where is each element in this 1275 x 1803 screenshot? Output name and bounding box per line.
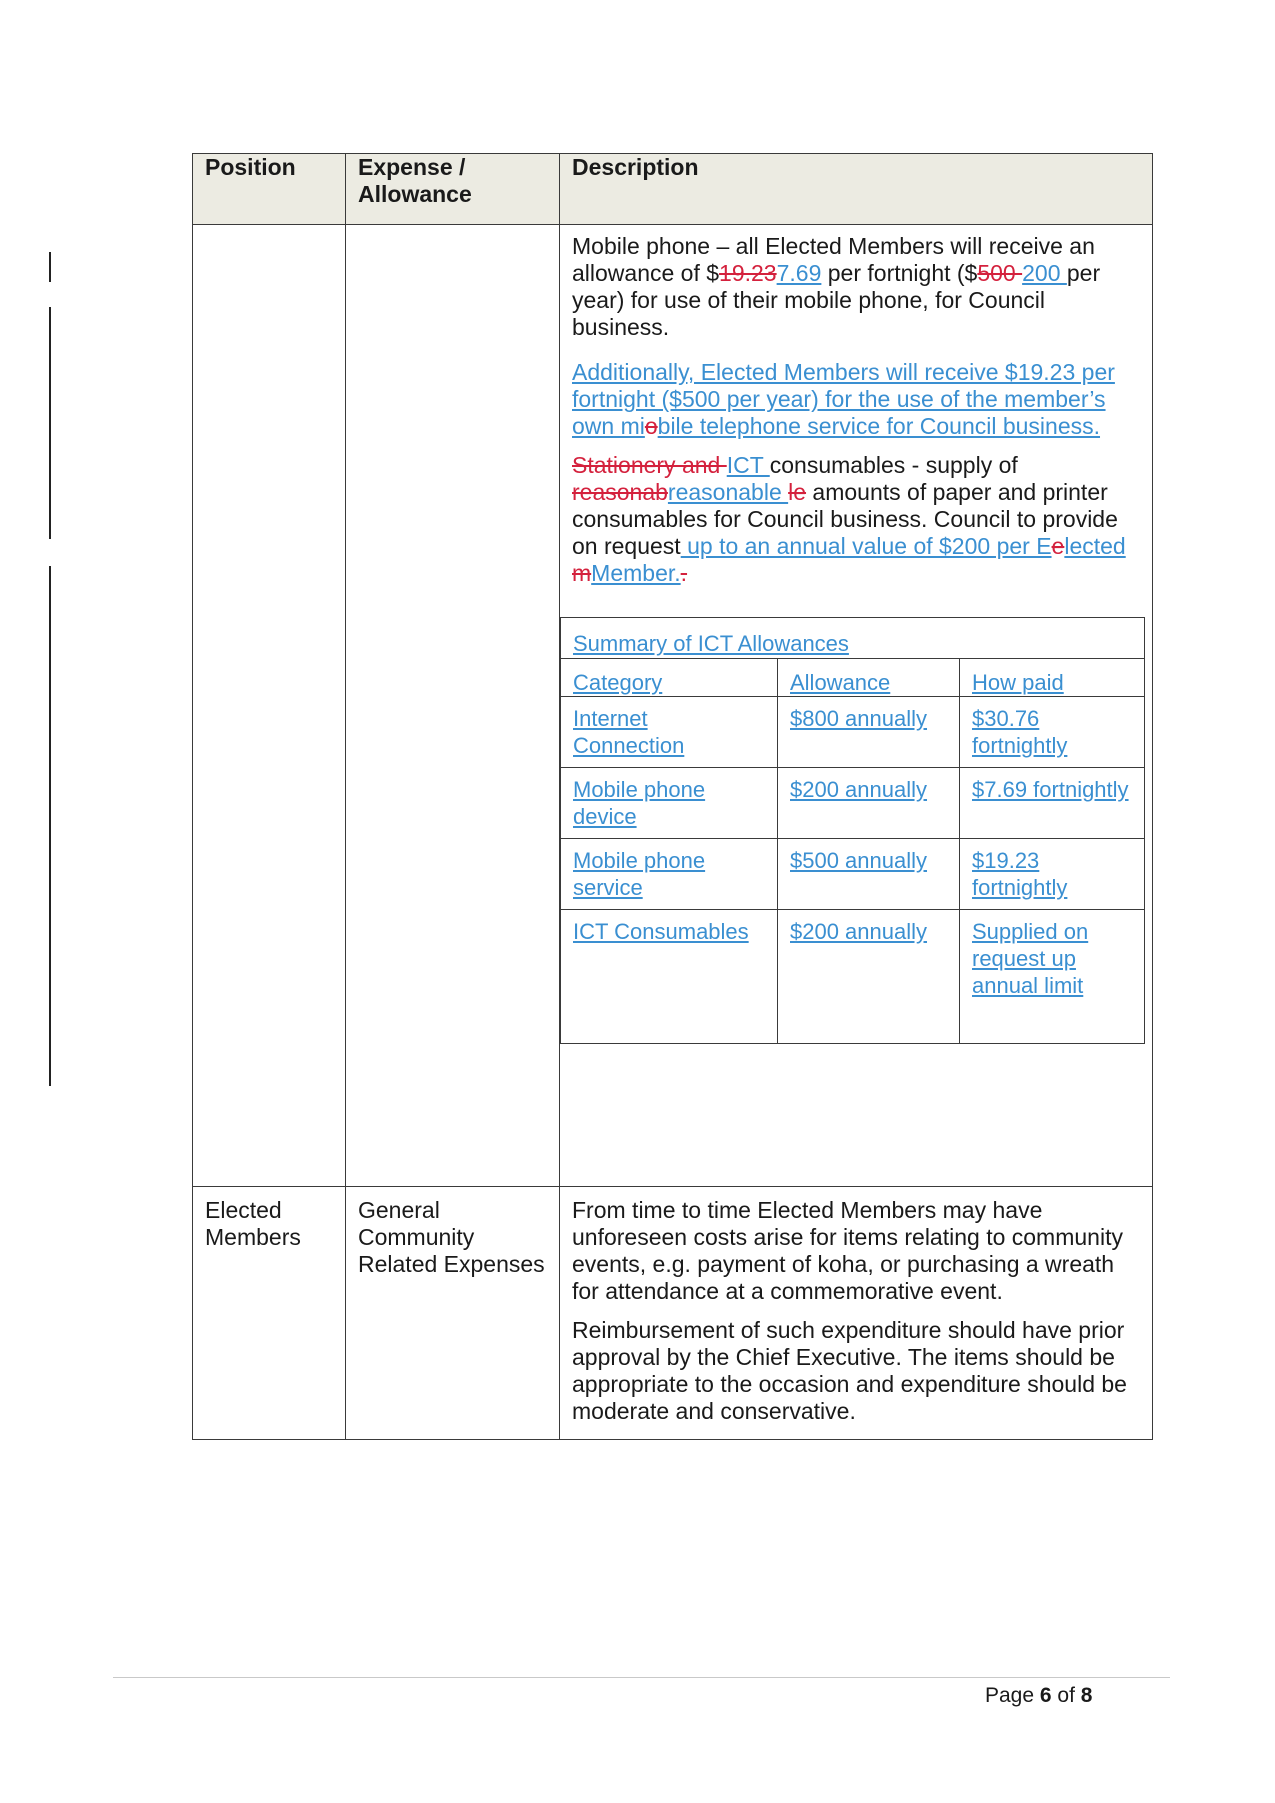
ict-table-header-row <box>561 659 1145 697</box>
mobile-phone-paragraph: Mobile phone – all Elected Members will receive an allowance of $19.237.69 per fortnight ($500 200 per year) for use of their mobile phone, for Council business. <box>572 233 1101 340</box>
change-bar <box>49 252 51 282</box>
expense-cell <box>346 225 560 1187</box>
ict-cell: $19.23 fortnightly <box>960 839 1145 910</box>
ict-cell: $30.76 fortnightly <box>960 697 1145 768</box>
table-row <box>193 225 1153 1187</box>
header-position: Position <box>193 154 346 225</box>
ict-cell: Mobile phone service <box>561 839 778 910</box>
position-cell <box>193 225 346 1187</box>
ict-col-category: Category <box>561 659 778 697</box>
description-cell <box>560 225 1153 1187</box>
table-header-row <box>193 154 1153 225</box>
page-number: Page 6 of 8 <box>985 1684 1093 1707</box>
header-expense-allowance: Expense / Allowance <box>346 154 560 225</box>
ict-cell: ICT Consumables <box>561 910 778 1044</box>
description-cell <box>560 1187 1153 1440</box>
expense-cell: General Community Related Expenses <box>346 1187 560 1440</box>
ict-cell: $7.69 fortnightly <box>960 768 1145 839</box>
ict-cell: $500 annually <box>778 839 960 910</box>
ict-col-allowance: Allowance <box>778 659 960 697</box>
header-description: Description <box>560 154 1153 225</box>
ict-allowances-table <box>560 617 1145 1044</box>
community-expenses-paragraph: From time to time Elected Members may have unforeseen costs arise for items relating to community events, e.g. payment of koha, or purchasing a wreath for attendance at a commemorative event. <box>572 1197 1123 1304</box>
ict-cell: $200 annually <box>778 768 960 839</box>
ict-cell: Supplied on request up annual limit <box>960 910 1145 1044</box>
expenses-table <box>192 153 1153 1440</box>
consumables-paragraph: Stationery and ICT consumables - supply of reasonabreasonable le amounts of paper and printer consumables for Council business. Council to provide on request up to an annual value of $200 per Eelected mMember.. <box>572 452 1126 586</box>
position-cell: Elected Members <box>193 1187 346 1440</box>
table-row <box>561 697 1145 768</box>
reimbursement-paragraph: Reimbursement of such expenditure should have prior approval by the Chief Executive. The items should be appropriate to the occasion and expenditure should be moderate and conservative. <box>572 1317 1127 1424</box>
ict-col-how-paid: How paid <box>960 659 1145 697</box>
table-row <box>561 910 1145 1044</box>
table-row <box>193 1187 1153 1440</box>
ict-table-title: Summary of ICT Allowances <box>561 618 1145 659</box>
table-row <box>561 839 1145 910</box>
ict-cell: Internet Connection <box>561 697 778 768</box>
additional-allowance-paragraph: Additionally, Elected Members will receive $19.23 per fortnight ($500 per year) for the use of the member’s own miobile telephone service for Council business. <box>572 359 1115 439</box>
footer-rule <box>113 1677 1170 1678</box>
change-bar <box>49 566 51 1086</box>
ict-cell: $800 annually <box>778 697 960 768</box>
ict-cell: Mobile phone device <box>561 768 778 839</box>
change-bar <box>49 307 51 539</box>
table-row <box>561 768 1145 839</box>
ict-cell: $200 annually <box>778 910 960 1044</box>
